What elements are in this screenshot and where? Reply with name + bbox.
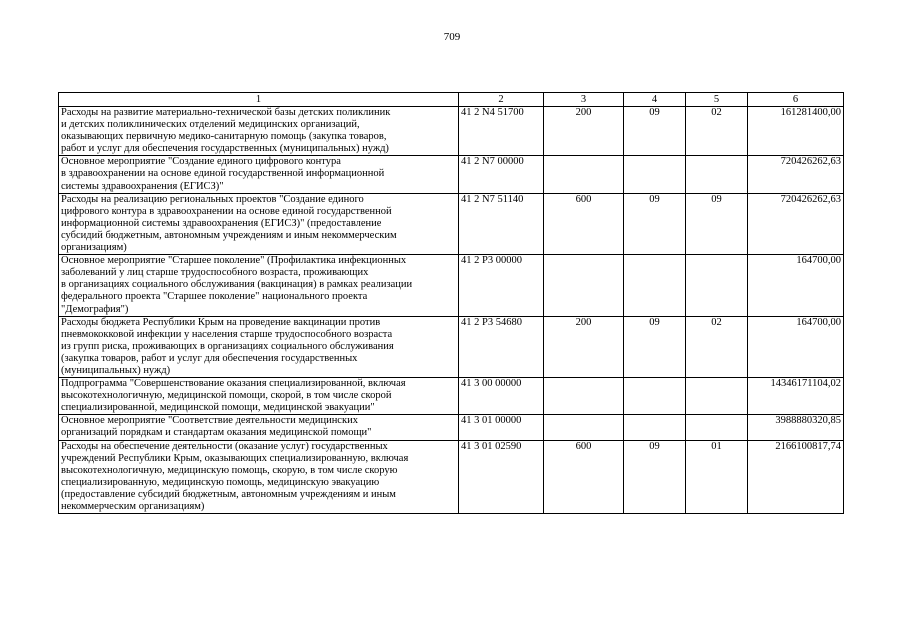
description-line: (предоставление субсидий бюджетным, автономным учреждениям и иным [61, 488, 396, 500]
table-row [59, 440, 844, 514]
section-code [624, 415, 686, 440]
table-row [59, 193, 844, 254]
description-line: Расходы бюджета Республики Крым на проведение вакцинации против [61, 316, 381, 328]
description-line: Основное мероприятие "Старшее поколение" (Профилактика инфекционных [61, 255, 407, 267]
section-code [624, 378, 686, 415]
section-code: 09 [624, 193, 686, 254]
description-line: Основное мероприятие "Создание единого цифрового контура [61, 156, 341, 168]
expense-type: 600 [544, 440, 624, 514]
target-article-code: 41 2 N4 51700 [459, 107, 544, 156]
description-line: в организациях социального обслуживания (вакцинация) в рамках реализации [61, 279, 413, 291]
target-article-code: 41 2 P3 54680 [459, 316, 544, 377]
description-line: специализированной, медицинской помощи, медицинской эвакуации" [61, 402, 375, 414]
row-description [59, 156, 459, 193]
section-code: 09 [624, 316, 686, 377]
description-line: (муниципальных) нужд) [61, 364, 171, 376]
subsection-code: 02 [686, 316, 748, 377]
column-header: 1 [59, 93, 459, 107]
subsection-code: 09 [686, 193, 748, 254]
column-header: 6 [748, 93, 844, 107]
expense-type [544, 415, 624, 440]
budget-table [58, 92, 844, 514]
description-line: организациям) [61, 242, 127, 254]
page-number: 709 [443, 31, 461, 43]
table-row [59, 107, 844, 156]
target-article-code: 41 3 01 02590 [459, 440, 544, 514]
column-header: 4 [624, 93, 686, 107]
description-line: высокотехнологичную, медицинскую помощь, скорую, в том числе скорую [61, 464, 398, 476]
subsection-code: 01 [686, 440, 748, 514]
description-line: некоммерческим организациям) [61, 501, 205, 512]
description-line: оказывающих первичную медико-санитарную помощь (закупка товаров, [61, 131, 387, 143]
expense-type [544, 255, 624, 316]
target-article-code: 41 2 N7 00000 [459, 156, 544, 193]
target-article-code: 41 2 N7 51140 [459, 193, 544, 254]
expense-type [544, 378, 624, 415]
table-row [59, 316, 844, 377]
row-description [59, 440, 459, 514]
description-line: пневмококковой инфекции у населения старше трудоспособного возраста [61, 328, 393, 340]
expense-type: 200 [544, 107, 624, 156]
column-header: 3 [544, 93, 624, 107]
amount: 164700,00 [748, 255, 844, 316]
description-line: учреждений Республики Крым, оказывающих специализированную, включая [61, 452, 409, 464]
target-article-code: 41 3 01 00000 [459, 415, 544, 440]
description-line: из групп риска, проживающих в организациях социального обслуживания [61, 340, 394, 352]
description-line: федерального проекта "Старшее поколение" национального проекта [61, 291, 368, 303]
header-row [59, 93, 844, 107]
description-line: и детских поликлинических отделений медицинских организаций, [61, 119, 360, 131]
description-line: Расходы на реализацию региональных проектов "Создание единого [61, 193, 364, 205]
column-header: 2 [459, 93, 544, 107]
row-description [59, 193, 459, 254]
amount: 164700,00 [748, 316, 844, 377]
description-line: цифрового контура в здравоохранении на основе единой государственной [61, 205, 392, 217]
description-line: Расходы на развитие материально-технической базы детских поликлиник [61, 107, 391, 118]
subsection-code [686, 255, 748, 316]
amount: 720426262,63 [748, 193, 844, 254]
section-code [624, 156, 686, 193]
subsection-code [686, 378, 748, 415]
expense-type [544, 156, 624, 193]
column-header: 5 [686, 93, 748, 107]
table-row [59, 156, 844, 193]
description-line: (закупка товаров, работ и услуг для обеспечения государственных [61, 352, 358, 364]
table-row [59, 255, 844, 316]
description-line: организаций порядкам и стандартам оказания медицинской помощи" [61, 427, 372, 439]
section-code: 09 [624, 440, 686, 514]
section-code [624, 255, 686, 316]
row-description [59, 316, 459, 377]
amount: 161281400,00 [748, 107, 844, 156]
description-line: субсидий бюджетным, автономным учреждениям и иным некоммерческим [61, 229, 397, 241]
amount: 2166100817,74 [748, 440, 844, 514]
description-line: Расходы на обеспечение деятельности (оказание услуг) государственных [61, 440, 388, 452]
section-code: 09 [624, 107, 686, 156]
description-line: "Демография") [61, 303, 129, 315]
subsection-code [686, 415, 748, 440]
description-line: работ и услуг для обеспечения государственных (муниципальных) нужд) [61, 143, 389, 155]
subsection-code [686, 156, 748, 193]
row-description [59, 255, 459, 316]
row-description [59, 378, 459, 415]
subsection-code: 02 [686, 107, 748, 156]
amount: 3988880320,85 [748, 415, 844, 440]
table-row [59, 378, 844, 415]
row-description [59, 107, 459, 156]
row-description [59, 415, 459, 440]
target-article-code: 41 3 00 00000 [459, 378, 544, 415]
amount: 14346171104,02 [748, 378, 844, 415]
expense-type: 600 [544, 193, 624, 254]
amount: 720426262,63 [748, 156, 844, 193]
description-line: Подпрограмма "Совершенствование оказания специализированной, включая [61, 378, 406, 390]
description-line: высокотехнологичную, медицинской помощи, скорой, в том числе скорой [61, 390, 392, 402]
description-line: заболеваний у лиц старше трудоспособного возраста, проживающих [61, 267, 369, 279]
target-article-code: 41 2 P3 00000 [459, 255, 544, 316]
table-row [59, 415, 844, 440]
description-line: Основное мероприятие "Соответствие деятельности медицинских [61, 415, 358, 427]
description-line: специализированную, медицинскую помощь, медицинскую эвакуацию [61, 476, 380, 488]
description-line: в здравоохранении на основе единой государственной информационной [61, 168, 385, 180]
description-line: информационной системы здравоохранения (ЕГИСЗ)" (предоставление [61, 217, 382, 229]
expense-type: 200 [544, 316, 624, 377]
description-line: системы здравоохранения (ЕГИСЗ)" [61, 180, 224, 192]
